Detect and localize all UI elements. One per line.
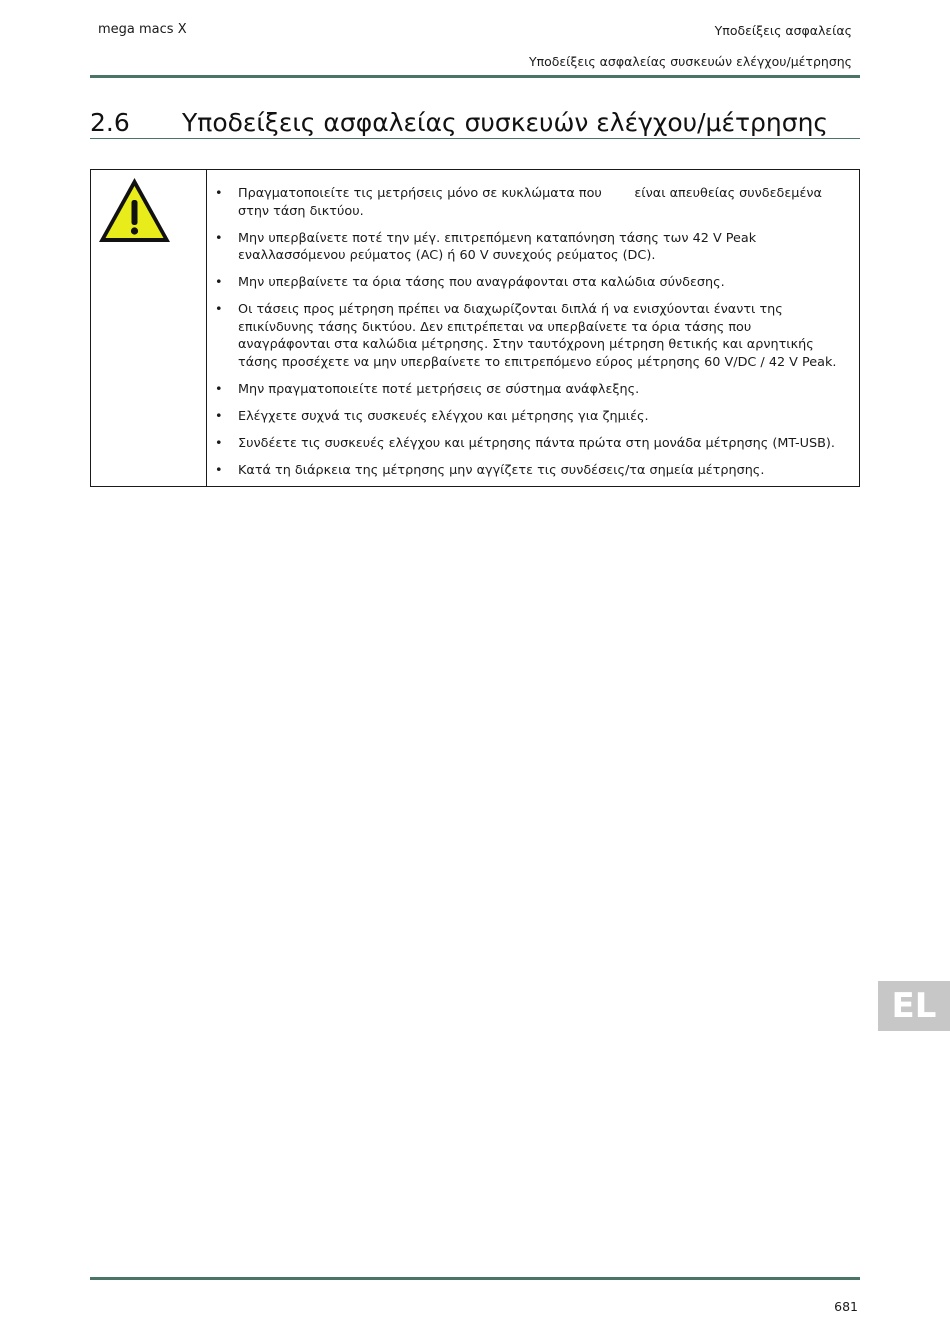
section-heading <box>90 108 828 137</box>
list-item: • Κατά τη διάρκεια της μέτρησης μην αγγίζετε τις συνδέσεις/τα σημεία μέτρησης. <box>215 462 845 480</box>
header-product-name: mega macs X <box>98 22 187 37</box>
heading-divider <box>90 138 860 139</box>
safety-instructions-list <box>215 185 845 489</box>
notice-icon-cell <box>91 170 207 486</box>
header-chapter-title: Υποδείξεις ασφαλείας <box>714 23 852 38</box>
list-item: • Μην υπερβαίνετε τα όρια τάσης που αναγράφονται στα καλώδια σύνδεσης. <box>215 274 845 292</box>
list-item: • Ελέγχετε συχνά τις συσκευές ελέγχου και μέτρησης για ζημιές. <box>215 408 845 426</box>
section-number: 2.6 <box>90 108 130 137</box>
list-item: • Μην υπερβαίνετε ποτέ την μέγ. επιτρεπόμενη καταπόνηση τάσης των 42 V Peak εναλλασσόμενου ρεύματος (AC) ή 60 V συνεχούς ρεύματος (DC). <box>215 230 845 265</box>
page-number: 681 <box>834 1299 858 1314</box>
list-item: • Συνδέετε τις συσκευές ελέγχου και μέτρησης πάντα πρώτα στη μονάδα μέτρησης (MT-USB). <box>215 435 845 453</box>
header-divider <box>90 75 860 78</box>
section-title: Υποδείξεις ασφαλείας συσκευών ελέγχου/μέτρησης <box>182 108 829 137</box>
warning-triangle-icon <box>97 176 172 244</box>
footer-divider <box>90 1277 860 1280</box>
list-item: • Μην πραγματοποιείτε ποτέ μετρήσεις σε σύστημα ανάφλεξης. <box>215 381 845 399</box>
list-item: • Οι τάσεις προς μέτρηση πρέπει να διαχωρίζονται διπλά ή να ενισχύονται έναντι της επικίνδυνης τάσης δικτύου. Δεν επιτρέπεται να υπερβαίνετε τα όρια τάσης που αναγράφονται στα καλώδια μέτρησης. Στην ταυτόχρονη μέτρηση θετικής και αρνητικής τάσης προσέχετε να μην υπερβαίνετε το επιτρεπόμενο εύρος μέτρησης 60 V/DC / 42 V Peak. <box>215 301 845 371</box>
header-section-title: Υποδείξεις ασφαλείας συσκευών ελέγχου/μέτρησης <box>528 54 852 69</box>
language-tab: EL <box>878 981 950 1031</box>
safety-notice-box <box>90 169 860 487</box>
list-item: • Πραγματοποιείτε τις μετρήσεις μόνο σε κυκλώματα που είναι απευθείας συνδεδεμένα στην τάση δικτύου. <box>215 185 845 220</box>
